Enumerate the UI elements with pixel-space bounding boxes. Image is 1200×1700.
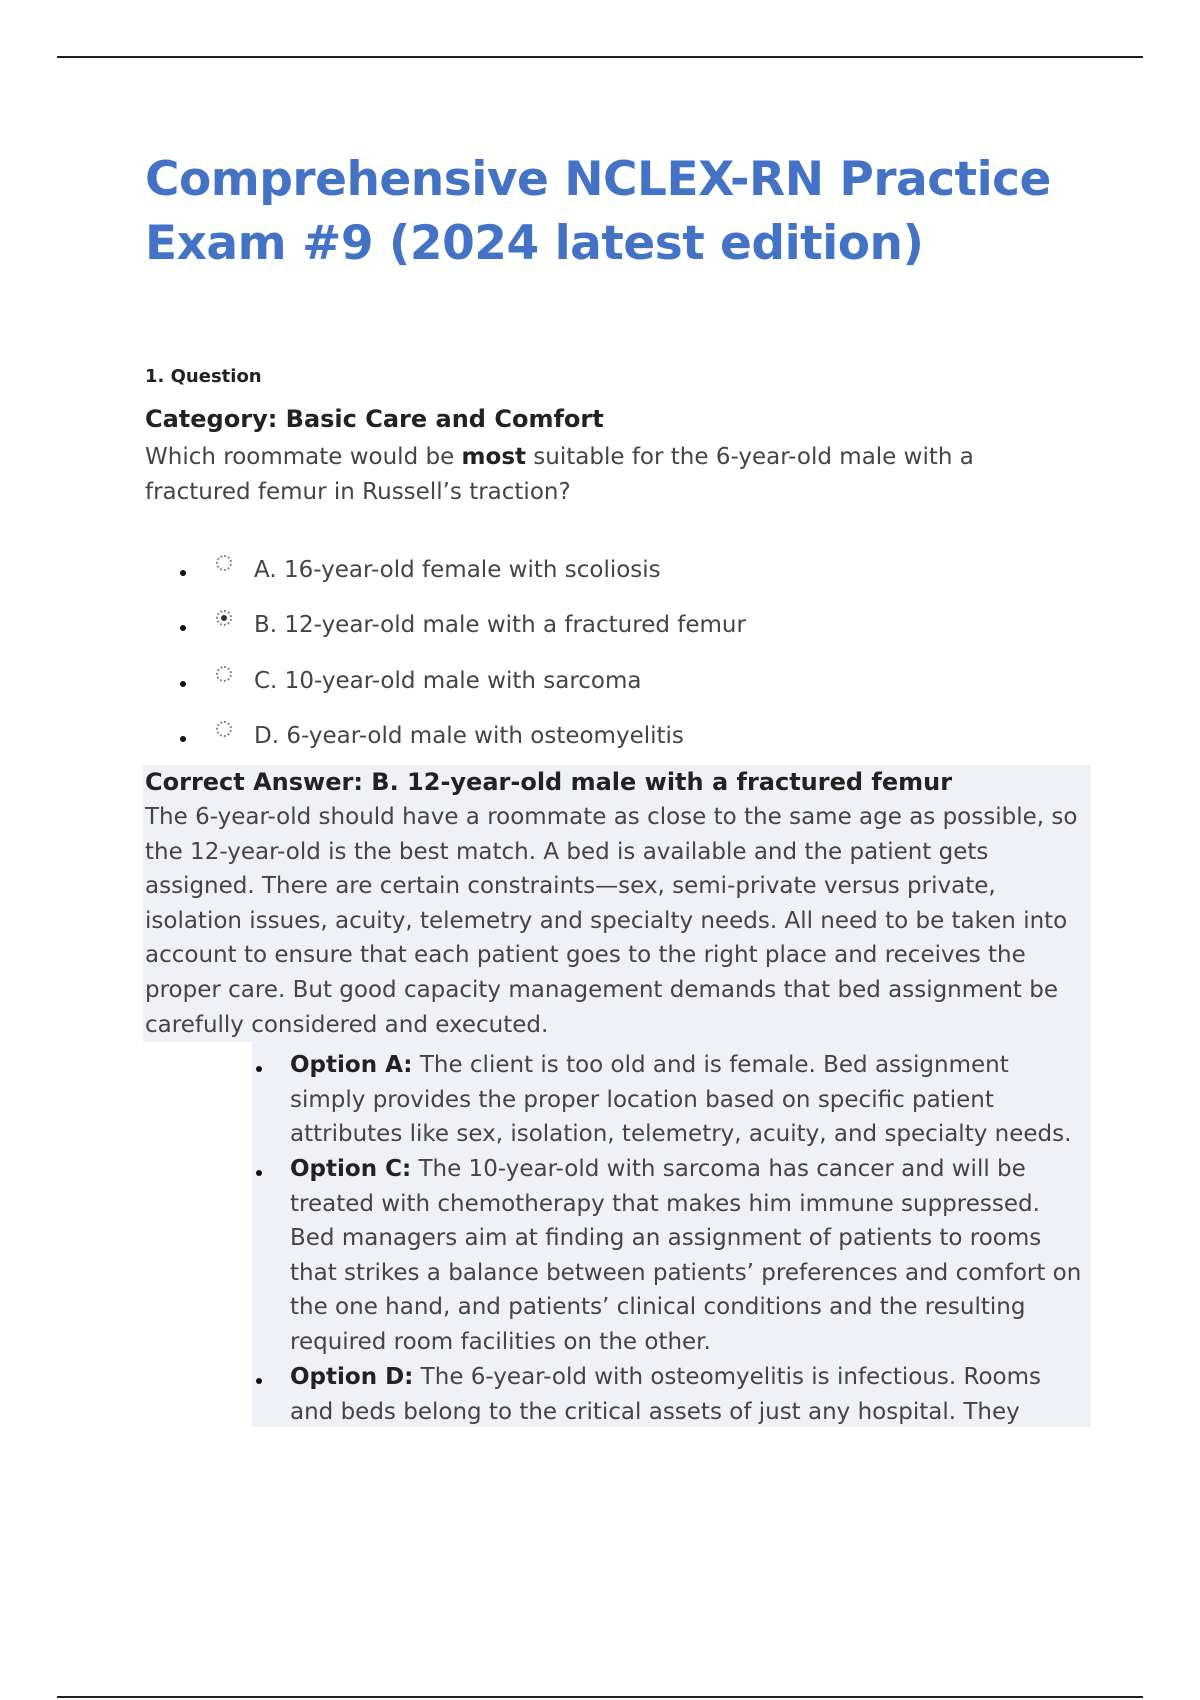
radio-button-icon[interactable]: [216, 721, 232, 737]
stem-text-1: Which roommate would be: [145, 444, 462, 470]
stem-text-2: suitable for the 6-year-old male with a fractured femur in Russell’s traction?: [145, 444, 974, 505]
rationale-heading: Option A:: [290, 1052, 413, 1078]
rationale-heading: Option C:: [290, 1156, 412, 1182]
rationale-body: The 6-year-old with osteomyelitis is infectious. Rooms and beds belong to the critical assets of just any hospital. They: [290, 1364, 1041, 1425]
question-stem: [145, 440, 1015, 510]
page-title: Comprehensive NCLEX-RN Practice Exam #9 (2024 latest edition): [145, 152, 1051, 271]
rationale-text: [290, 1360, 1090, 1429]
bullet-icon: [256, 1170, 262, 1176]
stem-emphasis: most: [461, 444, 526, 470]
bullet-icon: [256, 1066, 262, 1072]
radio-dot-icon: [221, 615, 227, 621]
bullet-icon: [180, 625, 186, 631]
bullet-icon: [256, 1378, 262, 1384]
option-label: D. 6-year-old male with osteomyelitis: [254, 723, 684, 749]
rationale-text: [290, 1048, 1090, 1152]
radio-button-selected-icon[interactable]: [216, 610, 232, 626]
question-category: Category: Basic Care and Comfort: [145, 405, 604, 433]
top-rule: [57, 56, 1143, 58]
question-number: 1. Question: [145, 366, 262, 387]
rationale-body: The client is too old and is female. Bed assignment simply provides the proper location based on specific patient attributes like sex, isolation, telemetry, acuity, and specialty needs.: [290, 1052, 1072, 1148]
option-label: C. 10-year-old male with sarcoma: [254, 668, 642, 694]
rationale-option-d: [252, 1360, 1092, 1429]
option-c[interactable]: [180, 663, 880, 699]
bullet-icon: [180, 681, 186, 687]
correct-answer-title: Correct Answer: B. 12-year-old male with a fractured femur: [145, 768, 953, 796]
option-label: B. 12-year-old male with a fractured femur: [254, 612, 746, 638]
option-a[interactable]: [180, 552, 880, 588]
bottom-rule: [57, 1696, 1143, 1698]
rationale-heading: Option D:: [290, 1364, 414, 1390]
radio-button-icon[interactable]: [216, 555, 232, 571]
bullet-icon: [180, 736, 186, 742]
answer-explanation: The 6-year-old should have a roommate as close to the same age as possible, so the 12-year-old is the best match. A bed is available and the patient gets assigned. There are certain constraints—sex, semi-private versus private, isolation issues, acuity, telemetry and specialty needs. All need to be taken into account to ensure that each patient goes to the right place and receives the proper care. But good capacity management demands that bed assignment be carefully considered and executed.: [145, 804, 1078, 1038]
rationale-body: The 10-year-old with sarcoma has cancer and will be treated with chemotherapy that makes him immune suppressed. Bed managers aim at finding an assignment of patients to rooms that strikes a balance between patients’ preferences and comfort on the one hand, and patients’ clinical conditions and the resulting required room facilities on the other.: [290, 1156, 1082, 1355]
radio-button-icon[interactable]: [216, 666, 232, 682]
rationale-option-c: [252, 1152, 1092, 1360]
option-d[interactable]: [180, 718, 880, 754]
bullet-icon: [180, 570, 186, 576]
option-label: A. 16-year-old female with scoliosis: [254, 557, 661, 583]
option-b[interactable]: [180, 607, 880, 643]
rationale-option-a: [252, 1048, 1092, 1152]
rationale-text: [290, 1152, 1090, 1360]
